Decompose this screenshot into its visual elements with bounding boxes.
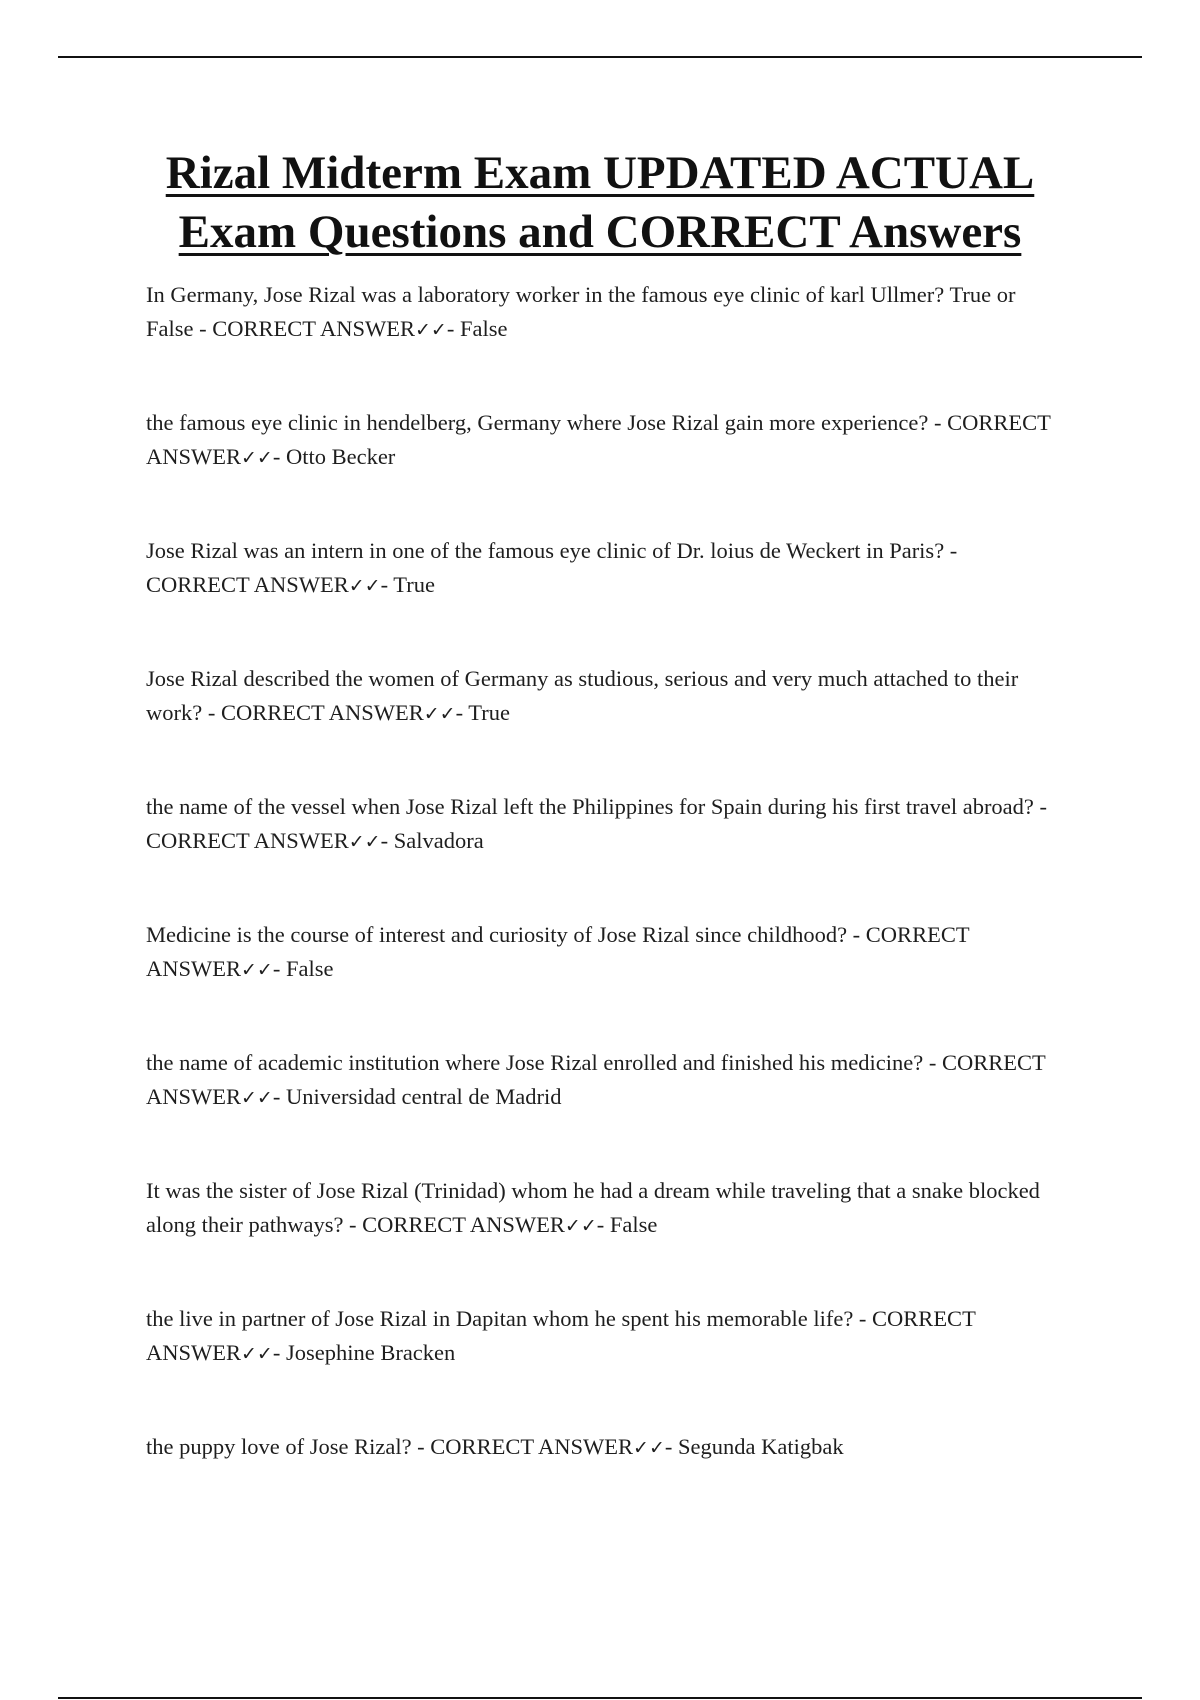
question-answer-list	[146, 278, 1066, 1524]
question-text: Jose Rizal was an intern in one of the famous eye clinic of Dr. loius de Weckert in Paris? - CORRECT ANSWER	[146, 538, 958, 597]
answer-text: - False	[446, 316, 508, 341]
check-icon: ✓✓	[564, 1215, 597, 1237]
footer-divider	[58, 1697, 1142, 1699]
question-text: the live in partner of Jose Rizal in Dapitan whom he spent his memorable life? - CORRECT ANSWER	[146, 1306, 976, 1365]
question-text: the famous eye clinic in hendelberg, Germany where Jose Rizal gain more experience? - CORRECT ANSWER	[146, 410, 1051, 469]
check-icon: ✓✓	[348, 575, 381, 597]
qa-item-6	[146, 918, 1066, 987]
answer-text: - False	[596, 1212, 658, 1237]
question-text: the name of the vessel when Jose Rizal left the Philippines for Spain during his first travel abroad? - CORRECT ANSWER	[146, 794, 1048, 853]
answer-text: - Salvadora	[380, 828, 484, 853]
check-icon: ✓✓	[241, 959, 273, 981]
qa-item-9	[146, 1302, 1066, 1371]
answer-text: - Universidad central de Madrid	[272, 1084, 562, 1109]
answer-text: - Otto Becker	[272, 444, 396, 469]
qa-item-3	[146, 534, 1066, 603]
qa-item-8	[146, 1174, 1066, 1243]
check-icon: ✓✓	[241, 1343, 273, 1365]
answer-text: - False	[272, 956, 334, 981]
answer-text: - True	[455, 700, 510, 725]
answer-text: - True	[380, 572, 435, 597]
check-icon: ✓✓	[241, 1087, 273, 1109]
question-text: the name of academic institution where Jose Rizal enrolled and finished his medicine? - CORRECT ANSWER	[146, 1050, 1046, 1109]
qa-item-10	[146, 1430, 1066, 1465]
check-icon: ✓✓	[423, 703, 456, 725]
qa-item-4	[146, 662, 1066, 731]
title-line-1: Rizal Midterm Exam UPDATED ACTUAL	[165, 147, 1035, 199]
answer-text: - Josephine Bracken	[272, 1340, 456, 1365]
qa-item-7	[146, 1046, 1066, 1115]
qa-item-2	[146, 406, 1066, 475]
question-text: Jose Rizal described the women of Germany as studious, serious and very much attached to their work? - CORRECT ANSWER	[146, 666, 1019, 725]
check-icon: ✓✓	[414, 319, 447, 341]
document-title	[58, 144, 1142, 262]
check-icon: ✓✓	[633, 1437, 665, 1459]
check-icon: ✓✓	[348, 831, 381, 853]
question-text: It was the sister of Jose Rizal (Trinidad) whom he had a dream while traveling that a snake blocked along their pathways? - CORRECT ANSWER	[146, 1178, 1040, 1237]
question-text: Medicine is the course of interest and curiosity of Jose Rizal since childhood? - CORRECT ANSWER	[146, 922, 970, 981]
header-divider	[58, 56, 1142, 58]
qa-item-1	[146, 278, 1066, 347]
question-text: In Germany, Jose Rizal was a laboratory worker in the famous eye clinic of karl Ullmer? True or False - CORRECT ANSWER	[146, 282, 1016, 341]
answer-text: - Segunda Katigbak	[664, 1434, 844, 1459]
question-text: the puppy love of Jose Rizal? - CORRECT ANSWER	[146, 1434, 634, 1459]
title-line-2: Exam Questions and CORRECT Answers	[178, 206, 1022, 258]
check-icon: ✓✓	[241, 447, 273, 469]
qa-item-5	[146, 790, 1066, 859]
